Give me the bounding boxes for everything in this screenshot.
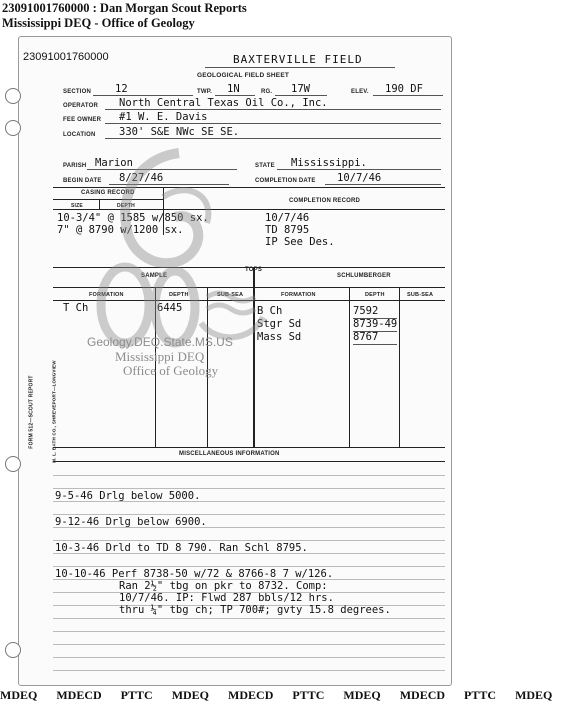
sample-subsea-label: SUB-SEA	[217, 292, 244, 298]
schl-row-line-2	[353, 331, 397, 332]
elev-label: ELEV.	[351, 89, 369, 95]
col-divider-4	[399, 287, 400, 447]
fee-owner-value: #1 W. E. Davis	[119, 111, 208, 123]
footer-item: MDEQ	[343, 688, 381, 702]
misc-entry-7: thru ¼" tbg ch; TP 700#; gvty 15.8 degrees.	[119, 604, 391, 616]
state-line	[277, 169, 441, 170]
footer-item: MDEQ	[0, 688, 38, 702]
misc-entry-3: 10-3-46 Drld to TD 8 790. Ran Schl 8795.	[55, 542, 308, 554]
section-label: SECTION	[63, 89, 92, 95]
state-label: STATE	[255, 163, 275, 169]
completion-record-label: COMPLETION RECORD	[289, 198, 361, 204]
footer-item: MDECD	[228, 688, 274, 702]
completion-line-1: 10/7/46	[265, 212, 310, 224]
report-title: 23091001760000 : Dan Morgan Scout Reports	[2, 1, 247, 15]
footer-item: MDECD	[399, 688, 446, 702]
binder-hole-3	[5, 456, 21, 472]
sample-depth-1: 6445	[157, 302, 183, 314]
misc-entry-5: Ran 2½" tbg on pkr to 8732. Comp:	[119, 580, 328, 592]
schl-depth-3: 8767	[353, 331, 379, 343]
scout-card	[18, 36, 452, 686]
side-printer-label: M. L. BATH CO., SHREVEPORT—LONGVIEW	[51, 360, 57, 463]
twp-line	[215, 95, 255, 96]
location-value: 330' S&E NWc SE SE.	[119, 126, 240, 138]
completion-line-3: IP See Des.	[265, 236, 335, 248]
side-form-label: FORM 512—SCOUT REPORT	[28, 375, 35, 449]
schl-formation-1: B Ch	[257, 305, 283, 317]
rule-6	[53, 540, 445, 541]
completion-date-line	[325, 184, 441, 185]
misc-entry-6: 10/7/46. IP: Flwd 287 bbls/12 hrs.	[119, 592, 334, 604]
fee-owner-label: FEE OWNER	[63, 117, 102, 123]
misc-label: MISCELLANEOUS INFORMATION	[179, 451, 280, 457]
schl-formation-3: Mass Sd	[257, 331, 302, 343]
operator-label: OPERATOR	[63, 103, 99, 109]
schl-depth-2: 8739-49	[353, 318, 398, 330]
footer-item: PTTC	[120, 688, 153, 702]
operator-line	[105, 109, 441, 110]
rule-13	[53, 631, 445, 632]
sample-formation-label: FORMATION	[89, 292, 124, 298]
footer-item: MDEQ	[171, 688, 210, 702]
footer-item: PTTC	[292, 688, 325, 702]
footer-item: MDEQ	[515, 688, 553, 702]
tops-label: TOPS	[245, 267, 263, 273]
schl-formation-2: Stgr Sd	[257, 318, 302, 330]
rule-1	[53, 475, 445, 476]
watermark-line-1: Mississippi DEQ	[115, 349, 205, 364]
rule-2	[53, 488, 445, 489]
rg-label: RG.	[261, 89, 273, 95]
schl-depth-label: DEPTH	[365, 292, 385, 298]
parish-value: Marion	[95, 157, 133, 169]
begin-date-label: BEGIN DATE	[63, 178, 102, 184]
misc-top-line	[53, 447, 445, 448]
rule-4	[53, 514, 445, 515]
elev-line	[373, 95, 443, 96]
sheet-title: GEOLOGICAL FIELD SHEET	[197, 72, 290, 79]
operator-value: North Central Texas Oil Co., Inc.	[119, 97, 328, 109]
twp-value: 1N	[227, 83, 240, 95]
field-name: BAXTERVILLE FIELD	[233, 53, 363, 66]
schl-subsea-label: SUB-SEA	[407, 292, 434, 298]
rule-8	[53, 566, 445, 567]
sample-label: SAMPLE	[141, 273, 168, 279]
col-divider-3	[349, 287, 350, 447]
rule-12	[53, 618, 445, 619]
binder-hole-2	[5, 120, 21, 136]
binder-hole-1	[5, 88, 21, 104]
schlumberger-label: SCHLUMBERGER	[337, 273, 391, 279]
binder-hole-4	[5, 642, 21, 658]
misc-head-line	[53, 461, 445, 462]
footer-band	[0, 688, 553, 703]
fee-owner-line	[105, 123, 441, 124]
misc-entry-2: 9-12-46 Drlg below 6900.	[55, 516, 207, 528]
parish-label: PARISH	[63, 163, 87, 169]
casing-depth-label: DEPTH	[117, 203, 135, 209]
rule-15	[53, 657, 445, 658]
rg-value: 17W	[291, 83, 310, 95]
begin-date-value: 8/27/46	[119, 172, 164, 184]
watermark-url: Geology.DEQ.State.MS.US	[87, 335, 233, 349]
casing-line-1: 10-3/4" @ 1585 w/850 sx.	[57, 212, 209, 224]
completion-date-value: 10/7/46	[337, 172, 382, 184]
report-subtitle: Mississippi DEQ - Office of Geology	[2, 16, 195, 30]
mdeq-seal-watermark	[79, 137, 279, 357]
size-label: SIZE	[71, 203, 83, 209]
twp-label: TWP.	[197, 89, 213, 95]
api-number: 23091001760000	[23, 51, 109, 63]
schl-row-line-3	[353, 344, 397, 345]
state-value: Mississippi.	[291, 157, 367, 169]
schl-formation-label: FORMATION	[281, 292, 316, 298]
casing-record-label: CASING RECORD	[81, 190, 135, 196]
completion-date-label: COMPLETION DATE	[255, 178, 316, 184]
field-name-line	[205, 67, 395, 68]
sample-formation-1: T Ch	[63, 302, 89, 314]
completion-line-2: TD 8795	[265, 224, 310, 236]
casing-line-2: 7" @ 8790 w/1200 sx.	[57, 224, 184, 236]
rule-14	[53, 644, 445, 645]
section-value: 12	[115, 83, 128, 95]
misc-entry-1: 9-5-46 Drlg below 5000.	[55, 490, 201, 502]
location-label: LOCATION	[63, 132, 96, 138]
elev-value: 190 DF	[385, 83, 423, 95]
sample-depth-label: DEPTH	[169, 292, 189, 298]
rg-line	[275, 95, 327, 96]
schl-depth-1: 7592	[353, 305, 379, 317]
rule-16	[53, 670, 445, 671]
misc-entry-4: 10-10-46 Perf 8738-50 w/72 & 8766-8 7 w/126.	[55, 568, 334, 580]
footer-item: PTTC	[464, 688, 497, 702]
watermark-line-2: Office of Geology	[123, 363, 219, 378]
section-line	[93, 95, 193, 96]
footer-item: MDECD	[56, 688, 102, 702]
schl-row-line-1	[353, 318, 397, 319]
